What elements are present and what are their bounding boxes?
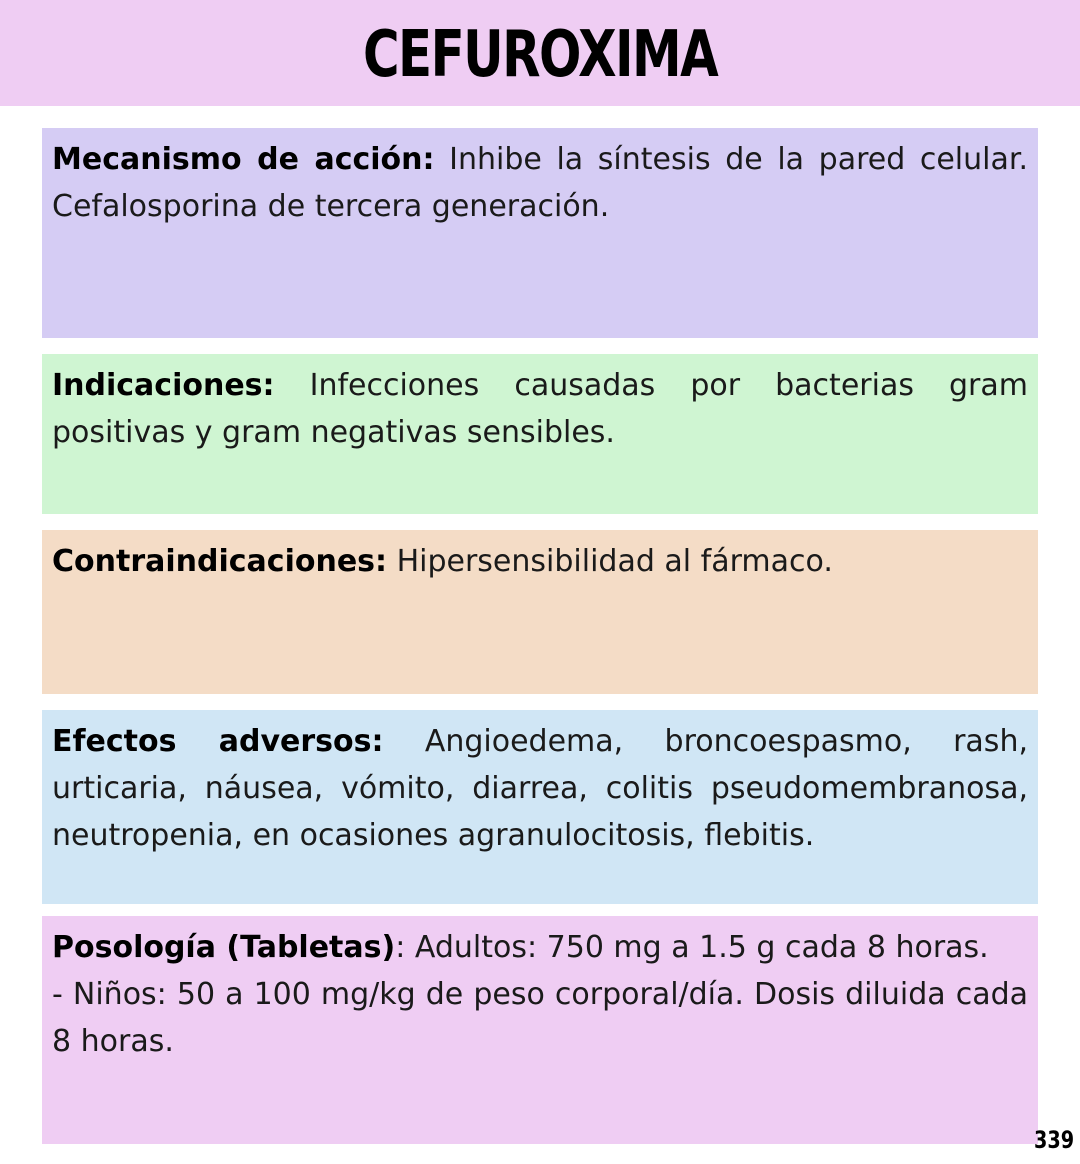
mecanismo-label: Mecanismo de acción: bbox=[52, 142, 435, 177]
section-efectos-adversos bbox=[42, 710, 1038, 904]
section-posologia bbox=[42, 916, 1038, 1144]
posologia-label: Posología (Tabletas) bbox=[52, 930, 396, 965]
section-mecanismo bbox=[42, 128, 1038, 338]
posologia-line-1 bbox=[52, 924, 1028, 971]
contraindicaciones-text: Hipersensibilidad al fármaco. bbox=[387, 544, 833, 579]
efectos-label: Efectos adversos: bbox=[52, 724, 384, 759]
section-contraindicaciones bbox=[42, 530, 1038, 694]
contraindicaciones-label: Contraindicaciones: bbox=[52, 544, 388, 579]
posologia-line-2: - Niños: 50 a 100 mg/kg de peso corporal/día. Dosis diluida cada 8 horas. bbox=[52, 977, 1028, 1059]
posologia-text: : Adultos: 750 mg a 1.5 g cada 8 horas. bbox=[395, 930, 989, 965]
indicaciones-label: Indicaciones: bbox=[52, 368, 275, 403]
efectos-text: Angioedema, broncoespasmo, rash, urticaria, náusea, vómito, diarrea, colitis pseudomembranosa, neutropenia, en ocasiones agranulocitosis, flebitis. bbox=[52, 724, 1028, 853]
mecanismo-text: Inhibe la síntesis de la pared celular. Cefalosporina de tercera generación. bbox=[52, 142, 1028, 224]
title-banner bbox=[0, 0, 1080, 106]
section-indicaciones bbox=[42, 354, 1038, 514]
indicaciones-text: Infecciones causadas por bacterias gram positivas y gram negativas sensibles. bbox=[52, 368, 1028, 450]
page-title: CEFUROXIMA bbox=[362, 18, 718, 92]
page-number: 339 bbox=[1033, 1126, 1074, 1154]
